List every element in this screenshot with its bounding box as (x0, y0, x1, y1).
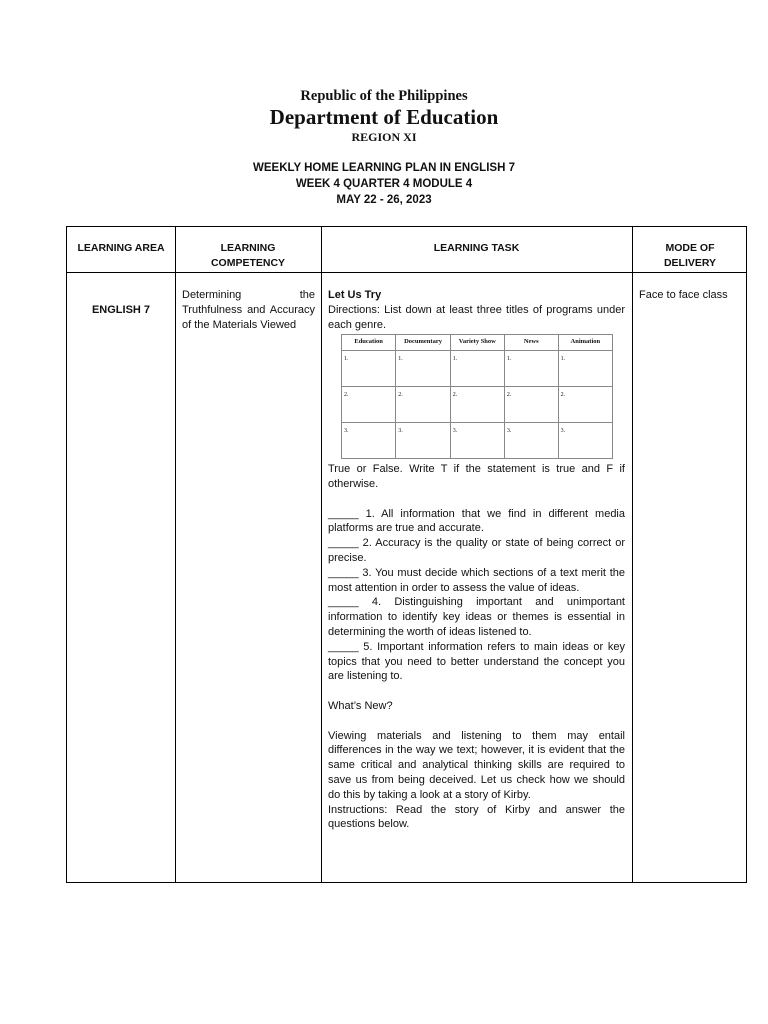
task-directions: Directions: List down at least three titles of programs under each genre. (328, 303, 625, 331)
department-title: Department of Education (269, 105, 499, 129)
true-false-item-2: _____ 2. Accuracy is the quality or state of being correct or precise. (328, 537, 625, 564)
true-false-item-1: _____ 1. All information that we find in different media platforms are true and accurate. (328, 507, 625, 535)
genre-cell: 2. (342, 387, 396, 423)
genre-row (342, 387, 613, 423)
header-learning-task (321, 241, 632, 256)
plan-title: WEEKLY HOME LEARNING PLAN IN ENGLISH 7 (253, 162, 515, 174)
column-divider (175, 227, 176, 882)
genre-cell: 2. (558, 387, 612, 423)
task-heading: Let Us Try (328, 289, 382, 301)
plan-dates: MAY 22 - 26, 2023 (336, 194, 432, 206)
mode-of-delivery-cell: Face to face class (639, 289, 728, 301)
whats-new-paragraph: Viewing materials and listening to them may entail differences in the way we text; however, it is evident that the same critical and analytical thinking skills are required to save us from being deceived. Let us check how we should do this by taking a look at a story of Kirby. (328, 729, 625, 801)
genre-header: News (504, 335, 558, 351)
whats-new-heading: What’s New? (328, 699, 393, 712)
genre-header-row (342, 335, 613, 351)
header-learning-area-label: LEARNING AREA (77, 242, 165, 254)
header-learning-competency (175, 241, 321, 271)
header-divider (67, 272, 746, 273)
learning-plan-table (66, 226, 747, 883)
column-divider (632, 227, 633, 882)
genre-row (342, 423, 613, 459)
true-false-instruction: True or False. Write T if the statement is true and F if otherwise. (328, 463, 625, 490)
genre-cell: 1. (450, 351, 504, 387)
genre-header: Education (342, 335, 396, 351)
genre-row (342, 351, 613, 387)
genre-header: Documentary (396, 335, 451, 351)
genre-cell: 3. (342, 423, 396, 459)
genre-cell: 1. (558, 351, 612, 387)
header-mode-of-delivery (632, 241, 748, 271)
genre-cell: 3. (396, 423, 451, 459)
genre-cell: 3. (450, 423, 504, 459)
genre-cell: 1. (504, 351, 558, 387)
genre-cell: 2. (504, 387, 558, 423)
republic-heading: Republic of the Philippines (300, 88, 468, 104)
true-false-item-3: _____ 3. You must decide which sections of a text merit the most attention in order to assess the value of ideas. (328, 566, 625, 594)
header-competency-line2: COMPETENCY (210, 257, 286, 269)
header-mode-line2: DELIVERY (663, 257, 717, 269)
competency-cell: Determining the Truthfulness and Accuracy of the Materials Viewed (182, 289, 315, 331)
genre-cell: 1. (396, 351, 451, 387)
learning-area-cell: ENGLISH 7 (91, 304, 151, 316)
genre-table (341, 334, 613, 459)
column-divider (321, 227, 322, 882)
genre-cell: 3. (558, 423, 612, 459)
genre-cell: 1. (342, 351, 396, 387)
header-mode-line1: MODE OF (665, 242, 715, 254)
genre-cell: 2. (396, 387, 451, 423)
genre-header: Animation (558, 335, 612, 351)
header-competency-line1: LEARNING (220, 242, 276, 254)
genre-cell: 3. (504, 423, 558, 459)
header-learning-area (67, 241, 175, 256)
true-false-item-5: _____ 5. Important information refers to main ideas or key topics that you need to better understand the concept you are listening to. (328, 640, 625, 683)
genre-header: Variety Show (450, 335, 504, 351)
story-instructions: Instructions: Read the story of Kirby and answer the questions below. (328, 803, 625, 831)
learning-task-cell (328, 288, 625, 832)
plan-week: WEEK 4 QUARTER 4 MODULE 4 (295, 178, 473, 190)
region-label: REGION XI (351, 130, 417, 144)
genre-cell: 2. (450, 387, 504, 423)
true-false-item-4: _____ 4. Distinguishing important and unimportant information to identify key ideas or themes is essential in determining the worth of ideas listened to. (328, 596, 625, 638)
header-learning-task-label: LEARNING TASK (433, 242, 520, 254)
